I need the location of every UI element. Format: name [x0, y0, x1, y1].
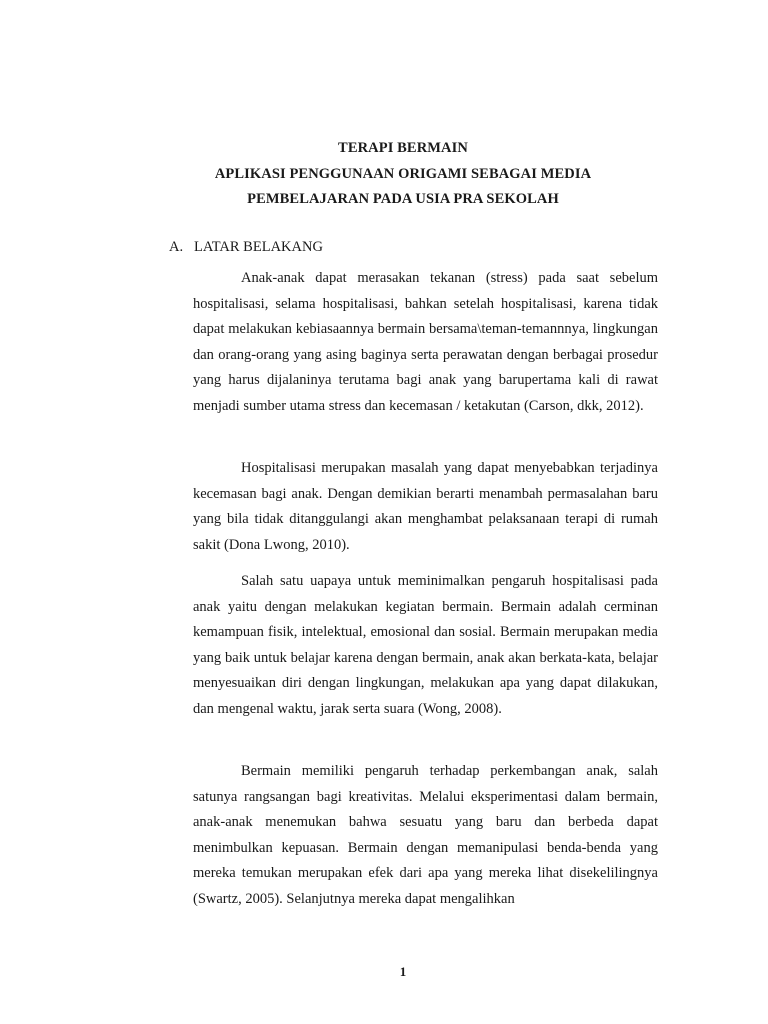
section-heading-text: LATAR BELAKANG [194, 239, 323, 255]
paragraph: Salah satu uapaya untuk meminimalkan pengaruh hospitalisasi pada anak yaitu dengan melakukan kegiatan bermain. Bermain adalah cerminan kemampuan fisik, intelektual, emosional dan sosial. Bermain merupakan media yang baik untuk belajar karena dengan bermain, anak akan berkata-kata, belajar menyesuaikan diri dengan lingkungan, melakukan apa yang dapat dilakukan, dan mengenal waktu, jarak serta suara (Wong, 2008). [193, 573, 658, 717]
title-line-2: APLIKASI PENGGUNAAN ORIGAMI SEBAGAI MEDIA [214, 165, 592, 182]
paragraph-1-block [193, 266, 658, 420]
paragraph: Hospitalisasi merupakan masalah yang dapat menyebabkan terjadinya kecemasan bagi anak. Dengan demikian berarti menambah permasalahan baru yang bila tidak ditanggulangi akan menghambat pelaksanaan terapi di rumah sakit (Dona Lwong, 2010). [193, 460, 658, 553]
page-number: 1 [399, 964, 407, 979]
paragraph-4-block [193, 759, 658, 913]
paragraph-2-block [193, 456, 658, 558]
title-line-3: PEMBELAJARAN PADA USIA PRA SEKOLAH [247, 191, 559, 207]
section-marker: A. [169, 239, 184, 255]
paragraph: Bermain memiliki pengaruh terhadap perkembangan anak, salah satunya rangsangan bagi kreativitas. Melalui eksperimentasi dalam bermain, anak-anak menemukan bahwa sesuatu yang baru dan berbeda dapat menimbulkan kepuasan. Bermain dengan memanipulasi benda-benda yang mereka temukan merupakan efek dari apa yang mereka lihat disekelilingnya (Swartz, 2005). Selanjutnya mereka dapat mengalihkan [193, 763, 658, 907]
paragraph-3-block [193, 569, 658, 723]
document-title [0, 136, 768, 213]
title-line-1: TERAPI BERMAIN [338, 140, 468, 156]
paragraph: Anak-anak dapat merasakan tekanan (stress) pada saat sebelum hospitalisasi, selama hospitalisasi, bahkan setelah hospitalisasi, karena tidak dapat melakukan kebiasaannya bermain bersama\teman-temannnya, lingkungan dan orang-orang yang asing baginya serta perawatan dengan berbagai prosedur yang harus dijalaninya terutama bagi anak yang barupertama kali di rawat menjadi sumber utama stress dan kecemasan / ketakutan (Carson, dkk, 2012). [193, 270, 658, 414]
section-heading [169, 236, 323, 258]
